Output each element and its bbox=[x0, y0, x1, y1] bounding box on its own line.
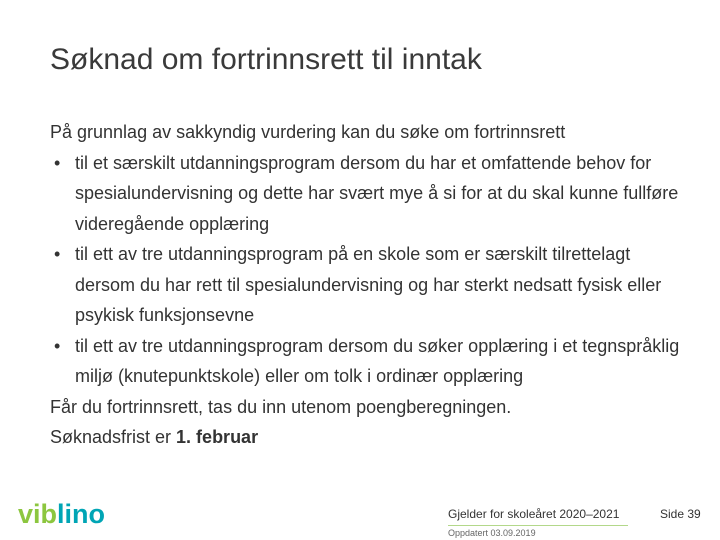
deadline-label: Søknadsfrist er bbox=[50, 427, 177, 447]
bullet-item bbox=[50, 239, 680, 331]
deadline-date: 1. februar bbox=[176, 427, 259, 447]
footer-updated-text: Oppdatert 03.09.2019 bbox=[448, 528, 536, 538]
footer-course-text: Gjelder for skoleåret 2020–2021 bbox=[448, 507, 620, 521]
vilbo-logo bbox=[18, 496, 105, 532]
logo-part-teal: lino bbox=[57, 499, 106, 529]
page-number: Side 39 bbox=[660, 507, 701, 521]
slide-body bbox=[50, 117, 680, 453]
bullet-text: til et særskilt utdanningsprogram dersom du har et omfattende behov for spesialundervisning og dette har svært mye å si for at du skal kunne fullføre videregående opplæring bbox=[75, 152, 679, 234]
deadline-text bbox=[50, 422, 680, 453]
bullet-dot-icon: • bbox=[54, 335, 61, 356]
footer-divider bbox=[448, 525, 628, 526]
bullet-text: til ett av tre utdanningsprogram dersom du søker opplæring i et tegnspråklig miljø (knutepunktskole) eller om tolk i ordinær opplæring bbox=[75, 335, 680, 386]
bullet-item bbox=[50, 331, 680, 392]
logo-part-green: vib bbox=[18, 499, 58, 529]
bullet-item bbox=[50, 148, 680, 240]
intro-text: På grunnlag av sakkyndig vurdering kan du søke om fortrinnsrett bbox=[50, 122, 566, 142]
outro-text: Får du fortrinnsrett, tas du inn utenom poengberegningen. bbox=[50, 396, 512, 417]
slide-title: Søknad om fortrinnsrett til inntak bbox=[50, 43, 482, 76]
bullet-list bbox=[50, 148, 680, 392]
bullet-dot-icon: • bbox=[54, 244, 61, 264]
bullet-dot-icon: • bbox=[54, 152, 61, 173]
bullet-text: til ett av tre utdanningsprogram på en skole som er særskilt tilrettelagt dersom du har rett til spesialundervisning og har sterkt nedsatt fysisk eller psykisk funksjonsevne bbox=[75, 244, 662, 325]
